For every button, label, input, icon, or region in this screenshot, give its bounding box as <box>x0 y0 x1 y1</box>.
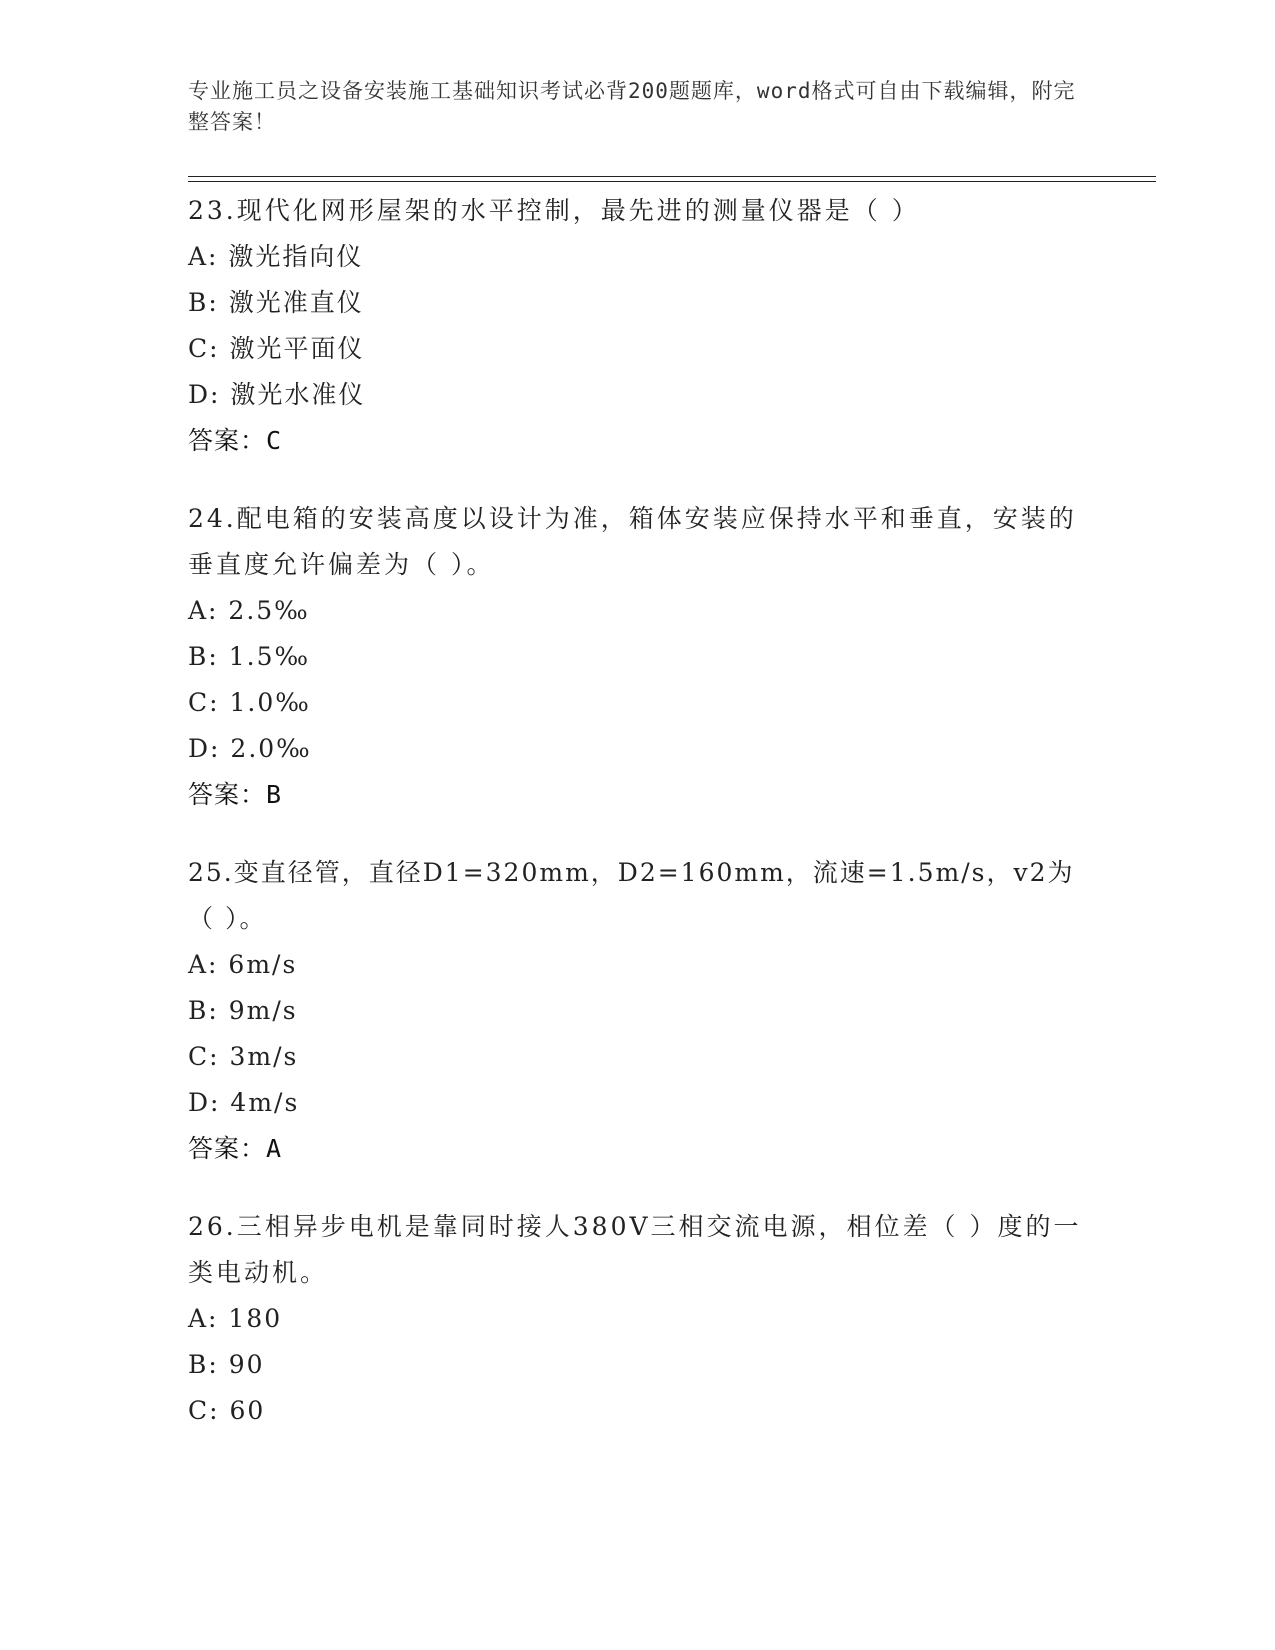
option-c: C: 3m/s <box>188 1042 299 1071</box>
option-b: B: 1.5‰ <box>188 642 311 671</box>
option-c: C: 1.0‰ <box>188 688 311 717</box>
question-stem: 25.变直径管，直径D1=320mm，D2=160mm，流速=1.5m/s，v2为（ ）。 <box>188 858 1075 933</box>
option-a: A: 激光指向仪 <box>188 242 364 271</box>
answer-line: 答案：B <box>188 780 283 809</box>
option-c: C: 激光平面仪 <box>188 334 365 363</box>
question-23 <box>188 188 1088 464</box>
header-rule-bottom <box>188 181 1156 182</box>
answer-line: 答案：C <box>188 426 283 455</box>
option-b: B: 9m/s <box>188 996 298 1025</box>
option-d: D: 激光水准仪 <box>188 380 366 409</box>
question-stem: 26.三相异步电机是靠同时接人380V三相交流电源，相位差（ ）度的一类电动机。 <box>188 1212 1082 1287</box>
document-header: 专业施工员之设备安装施工基础知识考试必背200题题库，word格式可自由下载编辑，附完整答案！ <box>188 79 1076 134</box>
answer-line: 答案：A <box>188 1134 283 1163</box>
question-25 <box>188 850 1088 1172</box>
option-a: A: 6m/s <box>188 950 298 979</box>
option-d: D: 4m/s <box>188 1088 300 1117</box>
option-b: B: 激光准直仪 <box>188 288 364 317</box>
question-24 <box>188 496 1088 818</box>
option-c: C: 60 <box>188 1396 266 1425</box>
header-rule-top <box>188 176 1156 177</box>
question-list <box>188 188 1088 1466</box>
question-stem: 24.配电箱的安装高度以设计为准，箱体安装应保持水平和垂直，安装的垂直度允许偏差为（ ）。 <box>188 504 1077 579</box>
question-stem: 23.现代化网形屋架的水平控制，最先进的测量仪器是（ ） <box>188 196 920 225</box>
option-a: A: 2.5‰ <box>188 596 310 625</box>
option-d: D: 2.0‰ <box>188 734 312 763</box>
option-b: B: 90 <box>188 1350 265 1379</box>
question-26 <box>188 1204 1088 1434</box>
option-a: A: 180 <box>188 1304 283 1333</box>
